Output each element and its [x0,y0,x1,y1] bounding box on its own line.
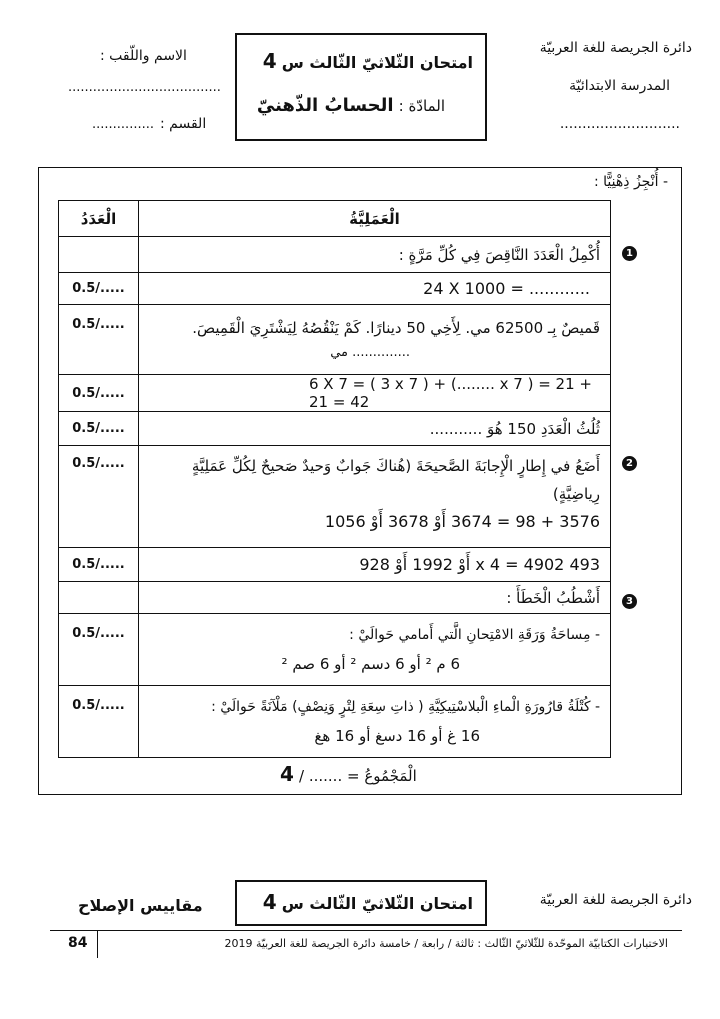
operation-text: - مِساحَةُ وَرَقَةِ الامْتِحانِ الَّتي أَمامي حَوالَيْ : [349,626,600,643]
footer-exam-title: امتحان الثّلاثيّ الثّالث س [281,894,473,913]
question-2-text: أَضَعُ في إِطارٍ الْإِجابَةَ الصَّحيحَةَ (هُناكَ جَوابٌ وَحيدٌ صَحيحٌ لِكُلِّ عَمَلِيَّةٍ رِياضِيَّةٍ) [191,457,600,503]
score-cell: 0.5/..... [59,446,139,548]
total-label: الْمَجْمُوعُ = ....... / [299,767,417,785]
col-number-header: الْعَدَدُ [59,201,139,237]
table-row [59,614,611,686]
operation-text: قَميصٌ بِـ 62500 مي. لِأَخِي 50 دينارًا. كَمْ يَنْقُصُهُ لِيَشْتَرِيَ الْقَمِيصَ. [192,319,600,337]
table-row [59,273,611,305]
operation-text: 6 X 7 = ( 3 x 7 ) + (........ x 7 ) = 21 + 21 = 42 [309,375,592,411]
question-3-cell [139,582,611,614]
table-header-row [59,201,611,237]
score-cell-empty [59,582,139,614]
correction-criteria-title: مقاييس الإصلاح [78,896,203,915]
operation-cell [139,412,611,446]
footer-title-box [235,880,487,926]
name-field-dots: ..................................... [68,80,221,95]
total-value: 4 [280,762,294,786]
class-field-dots: ............... [92,117,154,132]
class-label: القسم : [160,116,207,132]
operation-cell [139,375,611,412]
score-cell: 0.5/..... [59,305,139,375]
operation-text: ثُلُثُ الْعَدَدِ 150 هُوَ ........... [429,419,600,438]
question-3-number: 3 [622,594,637,609]
footer-divider [50,930,682,931]
subject-name: الحسابُ الذّهنيّ [256,95,394,116]
question-1-text: أُكْمِلُ الْعَدَدَ النَّاقِصَ فِي كُلِّ مَرَّةٍ : [398,245,600,264]
operation-answer-blank: .............. مي [330,345,410,360]
table-row [59,375,611,412]
table-row [59,548,611,582]
exam-title: امتحان الثّلاثيّ الثّالث س [281,53,473,72]
subject-label: المادّة : [398,97,445,115]
operation-text: 3576 + 98 = 3674 أَوْ 3678 أَوْ 1056 [324,512,600,531]
operation-choices: 16 غ أو 16 دسغ أو 16 هغ [314,726,480,745]
operation-cell [139,305,611,375]
footer-vertical-divider [97,930,98,958]
table-row [59,686,611,758]
footer-org-name: دائرة الجريصة للغة العربيّة [539,892,692,908]
header-school-name: المدرسة الابتدائيّة [569,78,670,94]
question-2-row [59,446,611,548]
operation-choices: 6 م ² أو 6 دسم ² أو 6 صم ² [281,654,460,673]
score-cell: 0.5/..... [59,614,139,686]
question-1-row [59,237,611,273]
header-title-box [235,33,487,141]
question-1-number: 1 [622,246,637,261]
question-2-cell [139,446,611,548]
footer-exam-level: 4 [262,890,277,914]
table-row [59,412,611,446]
operation-cell [139,548,611,582]
total-row [280,762,417,786]
score-cell: 0.5/..... [59,686,139,758]
score-cell: 0.5/..... [59,548,139,582]
header-school-dots: ........................... [559,116,680,132]
score-cell: 0.5/..... [59,412,139,446]
page-number: 84 [68,935,88,951]
instruction-text: - أُنْجِزُ ذِهْنِيًّا : [594,174,668,190]
table-row [59,305,611,375]
exam-table [58,200,611,758]
operation-text: 24 X 1000 = ............ [423,279,590,298]
col-operation-header: الْعَمَلِيَّةُ [139,201,611,237]
operation-cell [139,686,611,758]
question-3-text: أَشْطُبُ الْخَطَأَ : [506,588,600,607]
operation-text: - كُتْلَةُ قارُورَةِ الْماءِ الْبلاسْتِيكِيَّةِ ( ذاتِ سِعَةِ لِتْرٍ وَنِصْفٍ) مَلْآنَةً حَوالَيْ : [211,698,600,715]
operation-cell [139,273,611,305]
footer-bottom-text: الاختبارات الكتابيّة الموحّدة للثّلاثيّ الثّالث : ثالثة / رابعة / خامسة دائرة الجريصة للغة العربيّة 2019 [224,937,668,950]
operation-text: 493 x 4 = 4902 أَوْ 1992 أَوْ 928 [359,555,600,574]
score-cell: 0.5/..... [59,375,139,412]
name-label: الاسم واللّقب : [100,48,187,64]
score-cell-empty [59,237,139,273]
score-cell: 0.5/..... [59,273,139,305]
exam-level: 4 [262,49,277,73]
question-3-row [59,582,611,614]
question-1-cell [139,237,611,273]
header-org-name: دائرة الجريصة للغة العربيّة [539,40,692,56]
operation-cell [139,614,611,686]
question-2-number: 2 [622,456,637,471]
